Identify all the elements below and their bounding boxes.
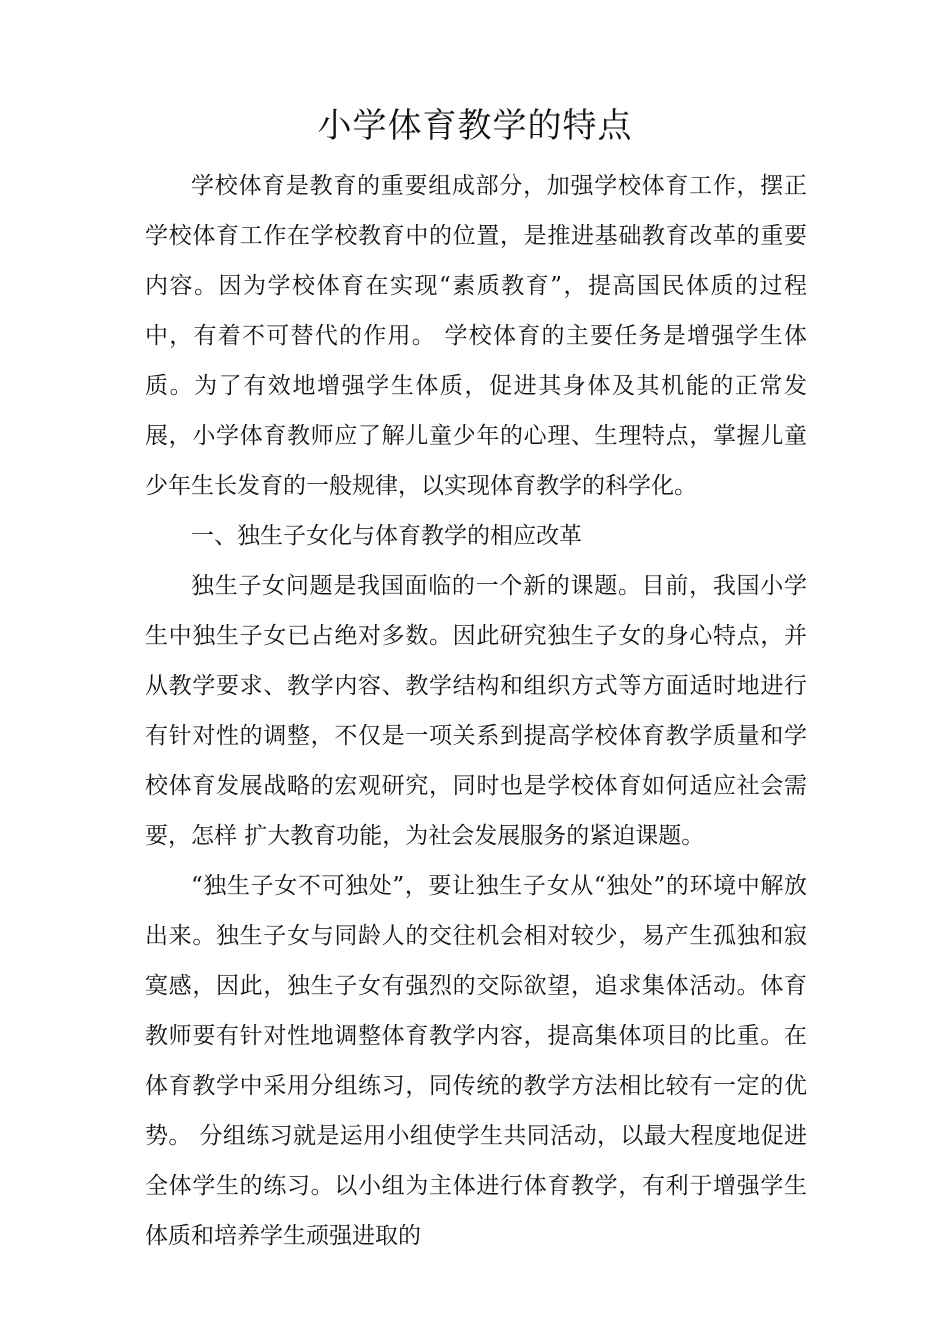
section-heading: 一、独生子女化与体育教学的相应改革 bbox=[191, 523, 582, 549]
paragraph-only-child-issue: 独生子女问题是我国面临的一个新的课题。目前，我国小学生中独生子女已占绝对多数。因此研究独生子女的身心特点，并从教学要求、教学内容、教学结构和组织方式等方面适时地进行有针对性的调整，不仅是一项关系到提高学校体育教学质量和学校体育发展战略的宏观研究，同时也是学校体育如何适应社会需要，怎样 扩大教育功能，为社会发展服务的紧迫课题。 bbox=[145, 573, 807, 849]
document-title: 小学体育教学的特点 bbox=[317, 106, 633, 146]
paragraph-intro: 学校体育是教育的重要组成部分，加强学校体育工作，摆正学校体育工作在学校教育中的位置，是推进基础教育改革的重要内容。因为学校体育在实现“素质教育”，提高国民体质的过程中，有着不可替代的作用。 学校体育的主要任务是增强学生体质。为了有效地增强学生体质，促进其身体及其机能的正常发展，小学体育教师应了解儿童少年的心理、生理特点，掌握儿童少年生长发育的一般规律，以实现体育教学的科学化。 bbox=[145, 173, 807, 499]
document-body bbox=[145, 161, 807, 1261]
paragraph-group-practice: “独生子女不可独处”，要让独生子女从“独处”的环境中解放出来。独生子女与同龄人的交往机会相对较少，易产生孤独和寂寞感，因此，独生子女有强烈的交际欲望，追求集体活动。体育教师要有针对性地调整体育教学内容，提高集体项目的比重。在体育教学中采用分组练习，同传统的教学方法相比较有一定的优势。 分组练习就是运用小组使学生共同活动，以最大程度地促进全体学生的练习。以小组为主体进行体育教学，有利于增强学生体质和培养学生顽强进取的 bbox=[145, 873, 807, 1249]
